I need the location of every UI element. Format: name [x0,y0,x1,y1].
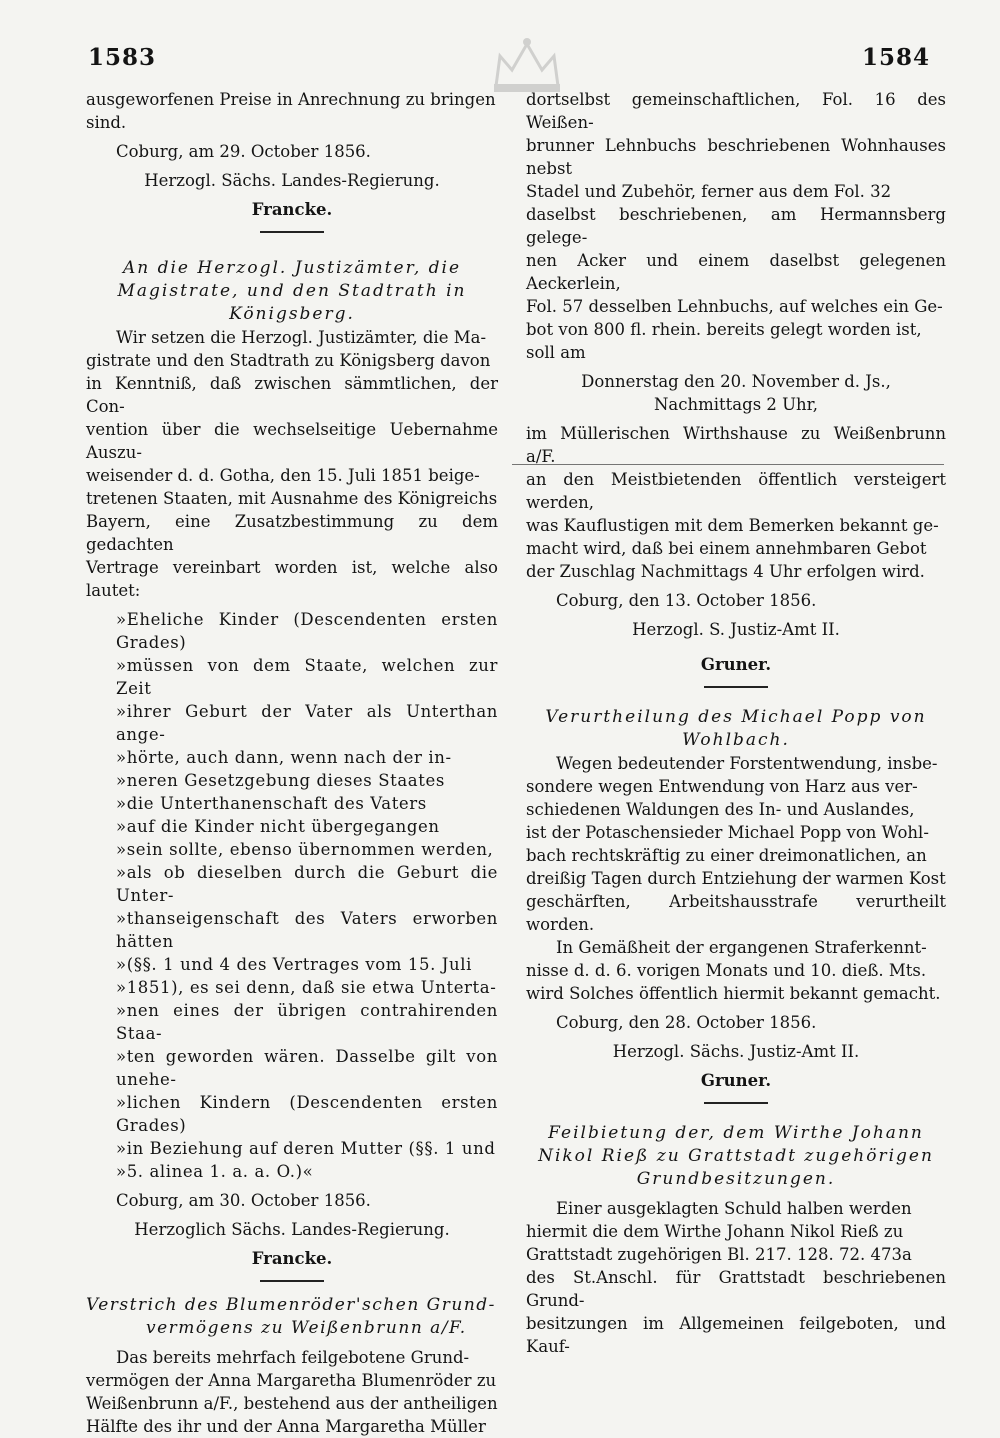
right-column [526,88,946,1358]
quote-line: »ten geworden wären. Dasselbe gilt von unehe- [116,1047,498,1089]
body-line: dreißig Tagen durch Entziehung der warmen Kost [526,869,946,888]
signature: Gruner. [700,655,772,674]
body-line: in Kenntniß, daß zwischen sämmtlichen, der Con- [86,374,498,416]
signature: Francke. [251,1249,333,1268]
quote-line: »auf die Kinder nicht übergegangen [116,817,440,836]
text-line: sind. [86,113,127,132]
auction-date: Donnerstag den 20. November d. Js., [581,372,891,391]
body-line: Grattstadt zugehörigen Bl. 217. 128. 72. 473a [526,1245,912,1264]
body-line: des St.Anschl. für Grattstadt beschriebenen Grund- [526,1268,946,1310]
notice-heading [526,706,946,752]
body-line: In Gemäßheit der ergangenen Straferkennt- [556,938,927,957]
quote-line: »neren Gesetzgebung dieses Staates [116,771,445,790]
heading-line: Wohlbach. [682,730,790,750]
body-line: tretenen Staaten, mit Ausnahme des Königreichs [86,489,498,508]
notice-body [526,422,946,583]
notice-body [86,1346,498,1438]
crest-emblem-icon [488,36,566,94]
section-divider [704,1102,768,1104]
quote-line: »(§§. 1 und 4 des Vertrages vom 15. Juli [116,955,472,974]
body-line: nen Acker und einem daselbst gelegenen Aeckerlein, [526,251,946,293]
body-line: Wegen bedeutender Forstentwendung, insbe- [556,754,938,773]
body-line: Hälfte des ihr und der Anna Margaretha Müller [86,1417,486,1436]
body-line: daselbst beschriebenen, am Hermannsberg gelege- [526,205,946,247]
body-line: Weißenbrunn a/F., bestehend aus der antheiligen [86,1394,498,1413]
body-line: soll am [526,343,586,362]
body-line: schiedenen Waldungen des In- und Auslandes, [526,800,915,819]
quote-line: »die Unterthanenschaft des Vaters [116,794,427,813]
body-line: bot von 800 fl. rhein. bereits gelegt worden ist, [526,320,922,339]
place-date: Coburg, am 29. October 1856. [116,142,371,161]
quote-line: »lichen Kindern (Descendenten ersten Grades) [116,1093,498,1135]
left-column [86,88,498,1438]
body-line: Das bereits mehrfach feilgebotene Grund- [116,1348,470,1367]
body-line: gistrate und den Stadtrath zu Königsberg davon [86,351,491,370]
body-line: Wir setzen die Herzogl. Justizämter, die Ma- [116,328,487,347]
quote-line: »1851), es sei denn, daß sie etwa Unterta- [116,978,497,997]
auction-time: Nachmittags 2 Uhr, [653,395,819,414]
body-line: brunner Lehnbuchs beschriebenen Wohnhauses nebst [526,136,946,178]
notice-heading [526,1122,946,1191]
heading-line: Verurtheilung des Michael Popp von [545,707,927,727]
body-line: im Müllerischen Wirthshause zu Weißenbrunn a/F. [526,424,946,466]
authority-line: Herzogl. Sächs. Justiz-Amt II. [612,1042,860,1061]
quote-line: »nen eines der übrigen contrahirenden Staa- [116,1001,498,1043]
authority-line: Herzogl. Sächs. Landes-Regierung. [144,171,440,190]
place-date: Coburg, am 30. October 1856. [116,1191,371,1210]
body-line: ist der Potaschensieder Michael Popp von Wohl- [526,823,929,842]
body-line: dortselbst gemeinschaftlichen, Fol. 16 des Weißen- [526,90,946,132]
continuation-text [86,88,498,134]
heading-line: vermögens zu Weißenbrunn a/F. [146,1318,467,1338]
body-line: der Zuschlag Nachmittags 4 Uhr erfolgen wird. [526,562,925,581]
body-line: was Kauflustigen mit dem Bemerken bekannt ge- [526,516,939,535]
heading-line: Grundbesitzungen. [636,1169,836,1189]
notice-heading [86,257,498,326]
body-line: nisse d. d. 6. vorigen Monats und 10. dieß. Mts. [526,961,927,980]
quote-line: »Eheliche Kinder (Descendenten ersten Grades) [116,610,498,652]
body-line: Fol. 57 desselben Lehnbuchs, auf welches ein Ge- [526,297,943,316]
body-line: wird Solches öffentlich hiermit bekannt gemacht. [526,984,941,1003]
quote-line: »5. alinea 1. a. a. O.)« [116,1162,314,1181]
body-line: Vertrage vereinbart worden ist, welche also lautet: [86,558,498,600]
quote-line: »ihrer Geburt der Vater als Unterthan ange- [116,702,498,744]
heading-line: Königsberg. [229,304,355,324]
notice-body [526,752,946,1005]
body-line: Bayern, eine Zusatzbestimmung zu dem gedachten [86,512,498,554]
body-line: Stadel und Zubehör, ferner aus dem Fol. 32 [526,182,892,201]
body-line: sondere wegen Entwendung von Harz aus ver- [526,777,918,796]
heading-line: Magistrate, und den Stadtrath in [117,281,467,301]
heading-line: Nikol Rieß zu Grattstadt zugehörigen [538,1146,934,1166]
quote-line: »thanseigenschaft des Vaters erworben hätten [116,909,498,951]
place-date: Coburg, den 13. October 1856. [556,591,817,610]
quote-line: »in Beziehung auf deren Mutter (§§. 1 und [116,1139,496,1158]
page-number-right: 1584 [861,44,930,71]
text-line: ausgeworfenen Preise in Anrechnung zu bringen [86,90,496,109]
quote-line: »als ob dieselben durch die Geburt die Unter- [116,863,498,905]
body-line: hiermit die dem Wirthe Johann Nikol Rieß zu [526,1222,904,1241]
quoted-provision [86,608,498,1183]
place-date: Coburg, den 28. October 1856. [556,1013,817,1032]
quote-line: »sein sollte, ebenso übernommen werden, [116,840,494,859]
signature: Gruner. [700,1071,772,1090]
body-line: vermögen der Anna Margaretha Blumenröder zu [86,1371,497,1390]
heading-line: Feilbietung der, dem Wirthe Johann [548,1123,924,1143]
body-line: geschärften, Arbeitshausstrafe verurtheilt worden. [526,892,946,934]
body-line: vention über die wechselseitige Uebernahme Auszu- [86,420,498,462]
quote-line: »müssen von dem Staate, welchen zur Zeit [116,656,498,698]
quote-line: »hörte, auch dann, wenn nach der in- [116,748,452,767]
body-line: bach rechtskräftig zu einer dreimonatlichen, an [526,846,927,865]
notice-body [86,326,498,602]
body-line: an den Meistbietenden öffentlich versteigert werden, [526,470,946,512]
notice-heading [86,1294,498,1340]
heading-line: Verstrich des Blumenröder'schen Grund- [86,1295,496,1315]
horizontal-rule [512,464,944,465]
body-line: besitzungen im Allgemeinen feilgeboten, und Kauf- [526,1314,946,1356]
page-number-left: 1583 [88,44,157,71]
authority-line: Herzogl. S. Justiz-Amt II. [632,620,840,639]
body-line: macht wird, daß bei einem annehmbaren Gebot [526,539,927,558]
section-divider [260,1280,324,1282]
body-line: weisender d. d. Gotha, den 15. Juli 1851 beige- [86,466,480,485]
notice-body [526,1197,946,1358]
authority-line: Herzoglich Sächs. Landes-Regierung. [134,1220,450,1239]
notice-body [526,88,946,364]
signature: Francke. [251,200,333,219]
section-divider [260,231,324,233]
section-divider [704,686,768,688]
body-line: Einer ausgeklagten Schuld halben werden [556,1199,912,1218]
heading-line: An die Herzogl. Justizämter, die [122,258,462,278]
